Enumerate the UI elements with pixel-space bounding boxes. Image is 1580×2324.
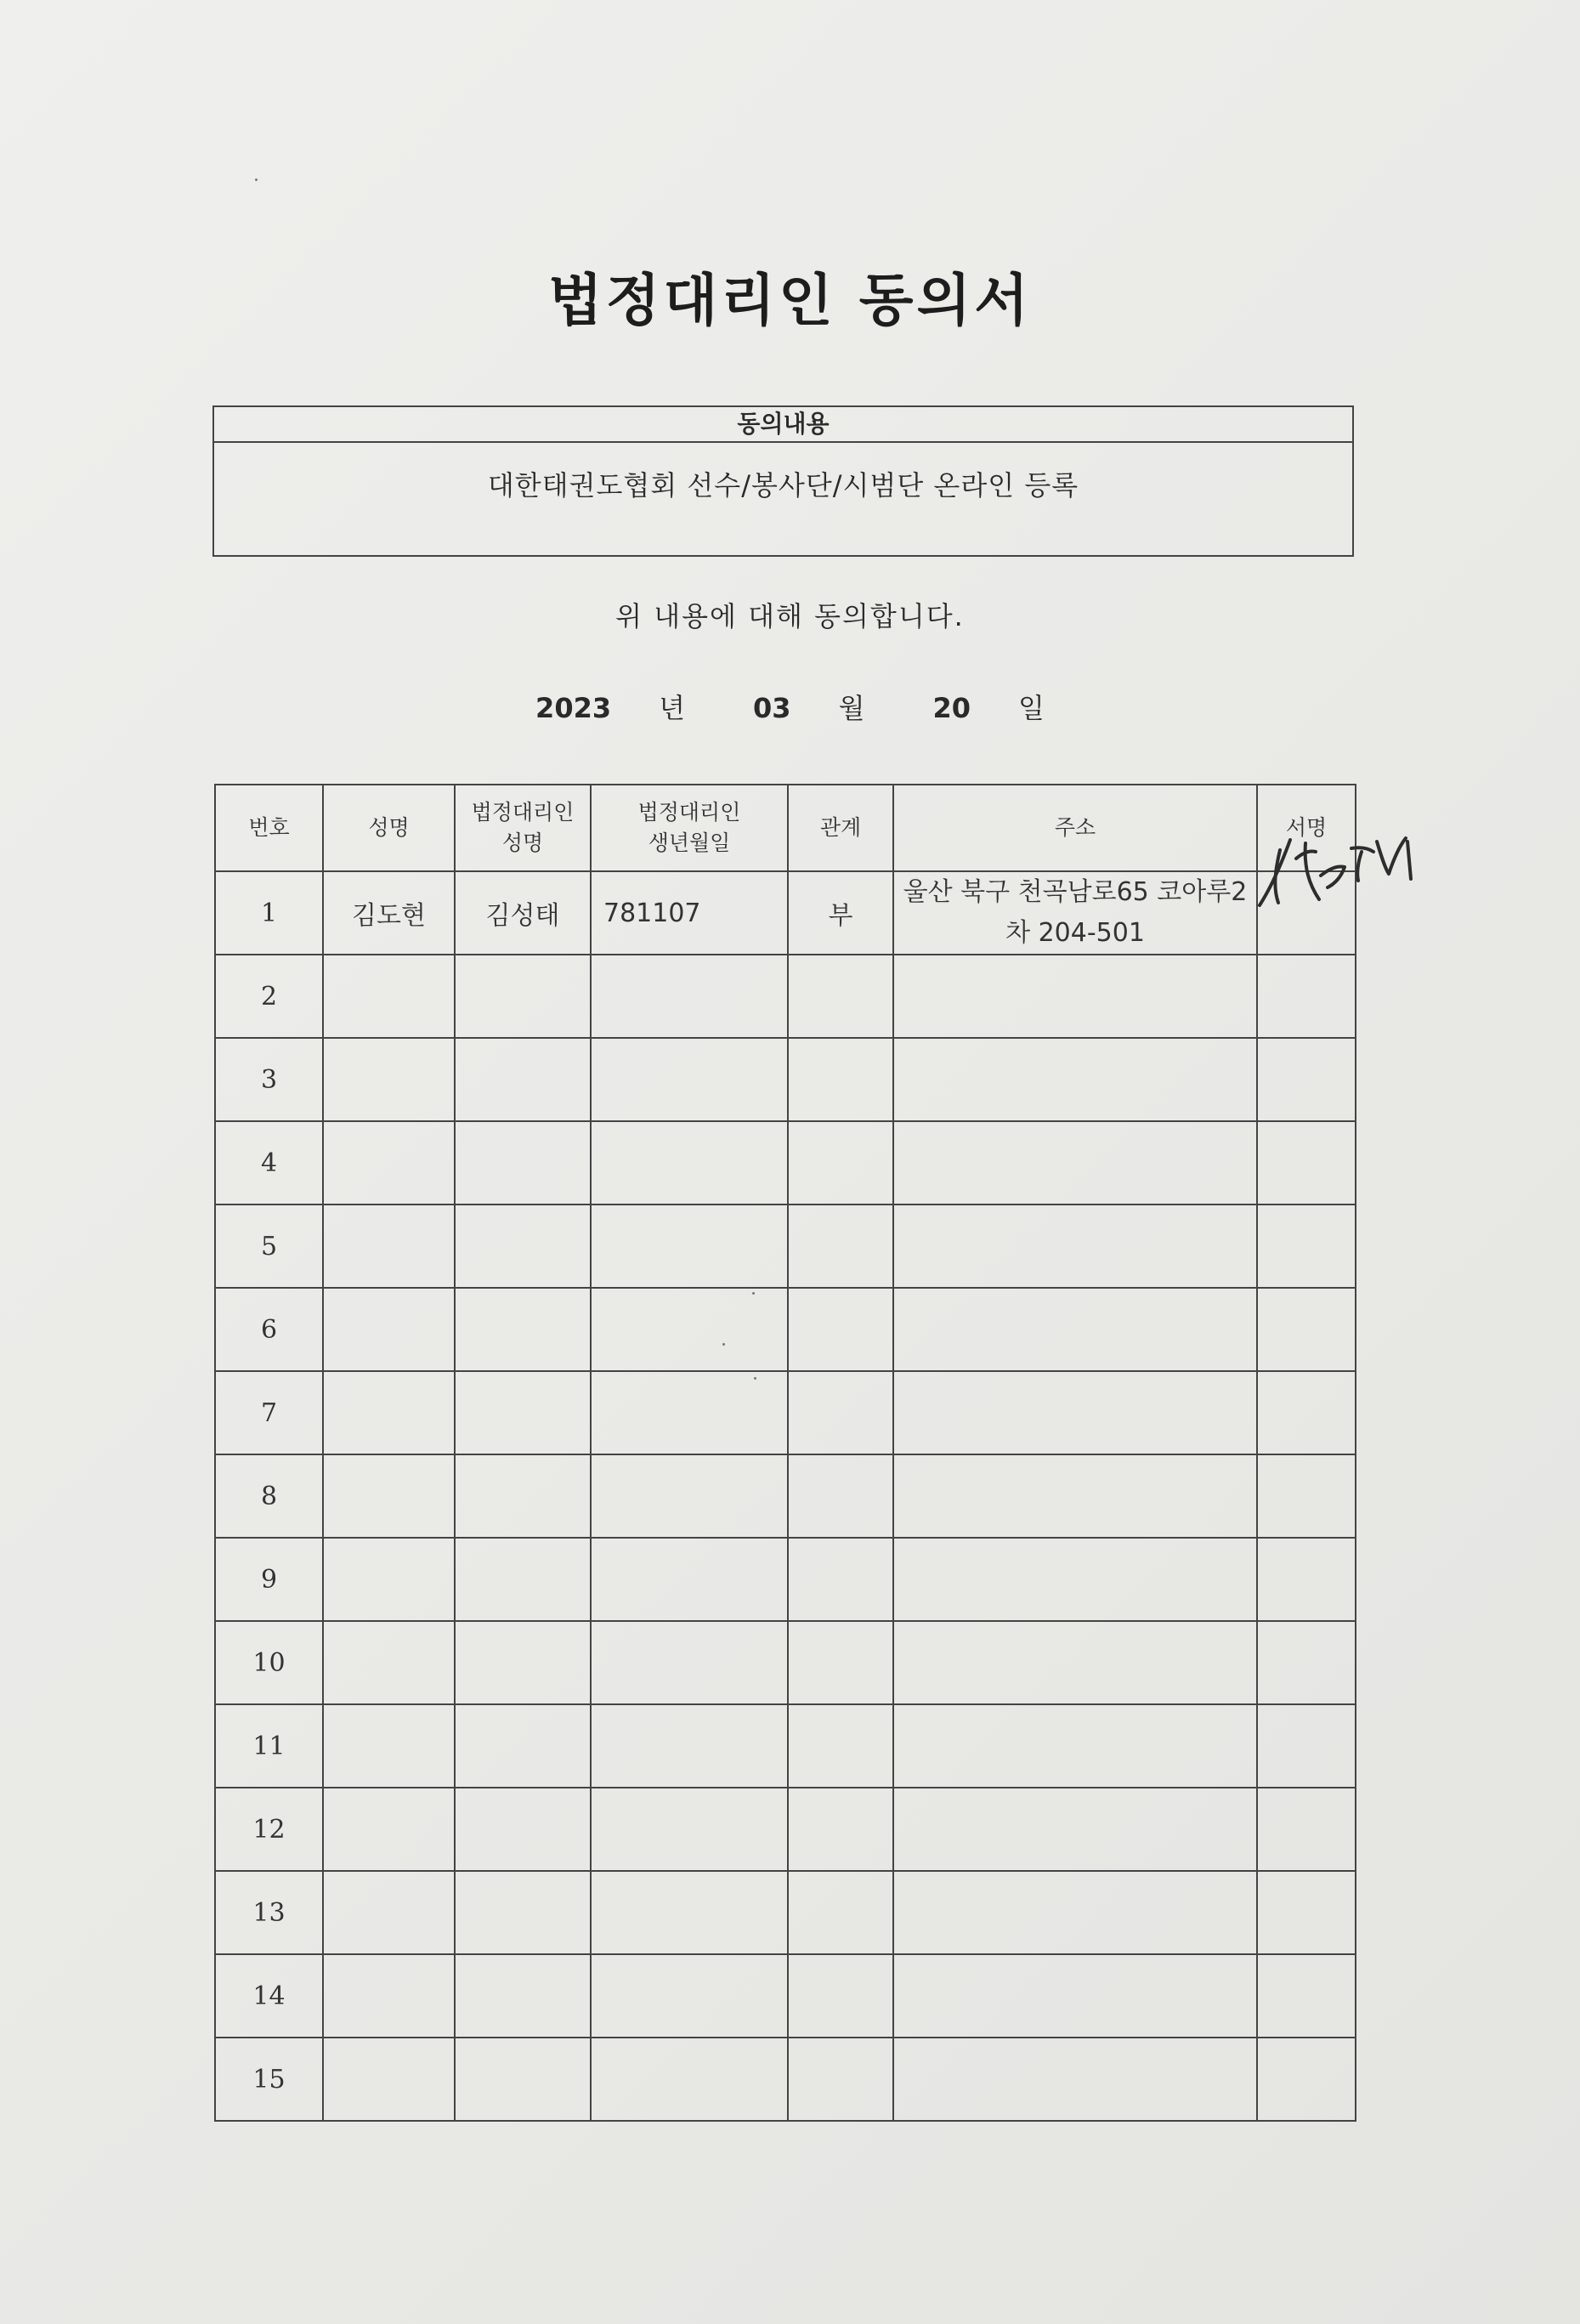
cell-signature: [1257, 1288, 1356, 1371]
cell-guardian-birth: 781107: [591, 871, 788, 955]
cell-relation: [788, 1954, 893, 2038]
table-row: [215, 2038, 1356, 2121]
date-year-unit: 년: [659, 692, 686, 724]
cell-guardian-name: [455, 1205, 591, 1288]
cell-relation: 부: [788, 871, 893, 955]
table-row: [215, 1371, 1356, 1454]
cell-guardian-name: [455, 955, 591, 1038]
cell-no: 10: [215, 1621, 323, 1704]
cell-guardian-birth: [591, 1954, 788, 2038]
cell-name: [323, 1371, 455, 1454]
cell-no: 9: [215, 1538, 323, 1621]
cell-signature: [1257, 1621, 1356, 1704]
table-header-row: [215, 785, 1356, 871]
cell-name: [323, 1454, 455, 1538]
cell-address: [893, 1038, 1257, 1121]
cell-no: 13: [215, 1871, 323, 1954]
cell-address: [893, 1621, 1257, 1704]
cell-guardian-birth: [591, 1121, 788, 1205]
cell-signature: [1257, 1371, 1356, 1454]
table-row: [215, 1205, 1356, 1288]
cell-name: [323, 1871, 455, 1954]
cell-guardian-birth: [591, 1704, 788, 1788]
header-signature: 서명: [1257, 785, 1356, 871]
cell-guardian-birth: [591, 1288, 788, 1371]
cell-guardian-name: [455, 1788, 591, 1871]
cell-guardian-name: [455, 1621, 591, 1704]
cell-name: [323, 1538, 455, 1621]
cell-relation: [788, 1621, 893, 1704]
cell-guardian-birth: [591, 2038, 788, 2121]
cell-signature: [1257, 1205, 1356, 1288]
registration-table: [214, 784, 1356, 2122]
cell-guardian-name: [455, 1704, 591, 1788]
date-month: 03: [753, 692, 791, 724]
cell-address: [893, 1871, 1257, 1954]
cell-name: [323, 1205, 455, 1288]
cell-guardian-birth: [591, 1621, 788, 1704]
cell-relation: [788, 1871, 893, 1954]
cell-guardian-name: [455, 1371, 591, 1454]
cell-name: 김도현: [323, 871, 455, 955]
date-line: [0, 687, 1580, 726]
cell-address: [893, 2038, 1257, 2121]
cell-relation: [788, 2038, 893, 2121]
cell-relation: [788, 955, 893, 1038]
header-no: 번호: [215, 785, 323, 871]
cell-guardian-birth: [591, 1038, 788, 1121]
cell-address: [893, 1288, 1257, 1371]
cell-signature: [1257, 1871, 1356, 1954]
table-row: [215, 1121, 1356, 1205]
cell-no: 2: [215, 955, 323, 1038]
cell-no: 12: [215, 1788, 323, 1871]
document-title: 법정대리인 동의서: [547, 268, 1033, 333]
cell-no: 7: [215, 1371, 323, 1454]
cell-guardian-name: [455, 1871, 591, 1954]
handwritten-signature: [1249, 825, 1436, 918]
header-guardian-birth-line1: 법정대리인: [637, 799, 741, 825]
agreement-statement: 위 내용에 대해 동의합니다.: [615, 600, 965, 632]
table-row: [215, 955, 1356, 1038]
cell-guardian-birth: [591, 1205, 788, 1288]
cell-signature: [1257, 1788, 1356, 1871]
date-day-unit: 일: [1018, 692, 1045, 724]
cell-guardian-name: [455, 1454, 591, 1538]
cell-relation: [788, 1371, 893, 1454]
header-name: 성명: [323, 785, 455, 871]
cell-guardian-name: [455, 1288, 591, 1371]
paper-speck: [754, 1377, 756, 1380]
cell-guardian-birth: [591, 1454, 788, 1538]
cell-relation: [788, 1704, 893, 1788]
table-row: [215, 1621, 1356, 1704]
table-row: [215, 1288, 1356, 1371]
cell-name: [323, 1621, 455, 1704]
cell-signature: [1257, 955, 1356, 1038]
cell-no: 4: [215, 1121, 323, 1205]
cell-name: [323, 1788, 455, 1871]
paper-speck: [722, 1343, 725, 1346]
cell-guardian-birth: [591, 1871, 788, 1954]
cell-address: [893, 1121, 1257, 1205]
cell-address: [893, 1205, 1257, 1288]
cell-address: [893, 1704, 1257, 1788]
cell-signature: [1257, 1454, 1356, 1538]
table-row: [215, 1704, 1356, 1788]
cell-relation: [788, 1538, 893, 1621]
consent-header: 동의내용: [214, 407, 1352, 443]
cell-signature: [1257, 1954, 1356, 2038]
cell-relation: [788, 1121, 893, 1205]
cell-relation: [788, 1788, 893, 1871]
table-row: [215, 1538, 1356, 1621]
cell-name: [323, 2038, 455, 2121]
table-row: [215, 1038, 1356, 1121]
cell-relation: [788, 1288, 893, 1371]
cell-guardian-name: [455, 1038, 591, 1121]
date-month-unit: 월: [838, 692, 865, 724]
paper-speck: [752, 1292, 755, 1295]
table-row: [215, 1454, 1356, 1538]
date-year: 2023: [535, 692, 612, 724]
header-guardian-birth: [591, 785, 788, 871]
cell-signature: [1257, 1121, 1356, 1205]
cell-name: [323, 1288, 455, 1371]
table-row: [215, 1871, 1356, 1954]
cell-guardian-name: [455, 1121, 591, 1205]
cell-no: 15: [215, 2038, 323, 2121]
cell-relation: [788, 1038, 893, 1121]
header-relation: 관계: [788, 785, 893, 871]
cell-signature: [1257, 1538, 1356, 1621]
paper-speck: [255, 179, 258, 181]
cell-no: 6: [215, 1288, 323, 1371]
cell-signature: [1257, 1038, 1356, 1121]
cell-address: [893, 1788, 1257, 1871]
cell-guardian-birth: [591, 1788, 788, 1871]
cell-guardian-name: [455, 2038, 591, 2121]
cell-guardian-name: [455, 1538, 591, 1621]
cell-address: 울산 북구 천곡남로65 코아루2차 204-501: [893, 871, 1257, 955]
cell-name: [323, 1954, 455, 2038]
header-address: 주소: [893, 785, 1257, 871]
cell-no: 8: [215, 1454, 323, 1538]
cell-guardian-birth: [591, 1538, 788, 1621]
header-guardian-name: [455, 785, 591, 871]
cell-no: 1: [215, 871, 323, 955]
cell-guardian-name: 김성태: [455, 871, 591, 955]
cell-name: [323, 1038, 455, 1121]
cell-address: [893, 1538, 1257, 1621]
cell-name: [323, 955, 455, 1038]
cell-signature: [1257, 2038, 1356, 2121]
cell-no: 14: [215, 1954, 323, 2038]
header-guardian-name-line2: 성명: [501, 830, 544, 855]
table-row: [215, 1788, 1356, 1871]
consent-box: [212, 405, 1354, 557]
cell-guardian-birth: [591, 1371, 788, 1454]
cell-relation: [788, 1454, 893, 1538]
cell-no: 11: [215, 1704, 323, 1788]
cell-signature: [1257, 1704, 1356, 1788]
cell-no: 3: [215, 1038, 323, 1121]
cell-address: [893, 1954, 1257, 2038]
header-guardian-birth-line2: 생년월일: [648, 830, 731, 855]
cell-address: [893, 1371, 1257, 1454]
cell-guardian-birth: [591, 955, 788, 1038]
cell-relation: [788, 1205, 893, 1288]
cell-name: [323, 1704, 455, 1788]
header-guardian-name-line1: 법정대리인: [471, 799, 575, 825]
table-row: [215, 871, 1356, 955]
cell-guardian-name: [455, 1954, 591, 2038]
cell-address: [893, 955, 1257, 1038]
consent-content: 대한태권도협회 선수/봉사단/시범단 온라인 등록: [487, 469, 1079, 502]
cell-address: [893, 1454, 1257, 1538]
cell-no: 5: [215, 1205, 323, 1288]
cell-name: [323, 1121, 455, 1205]
date-day: 20: [932, 692, 971, 724]
table-row: [215, 1954, 1356, 2038]
